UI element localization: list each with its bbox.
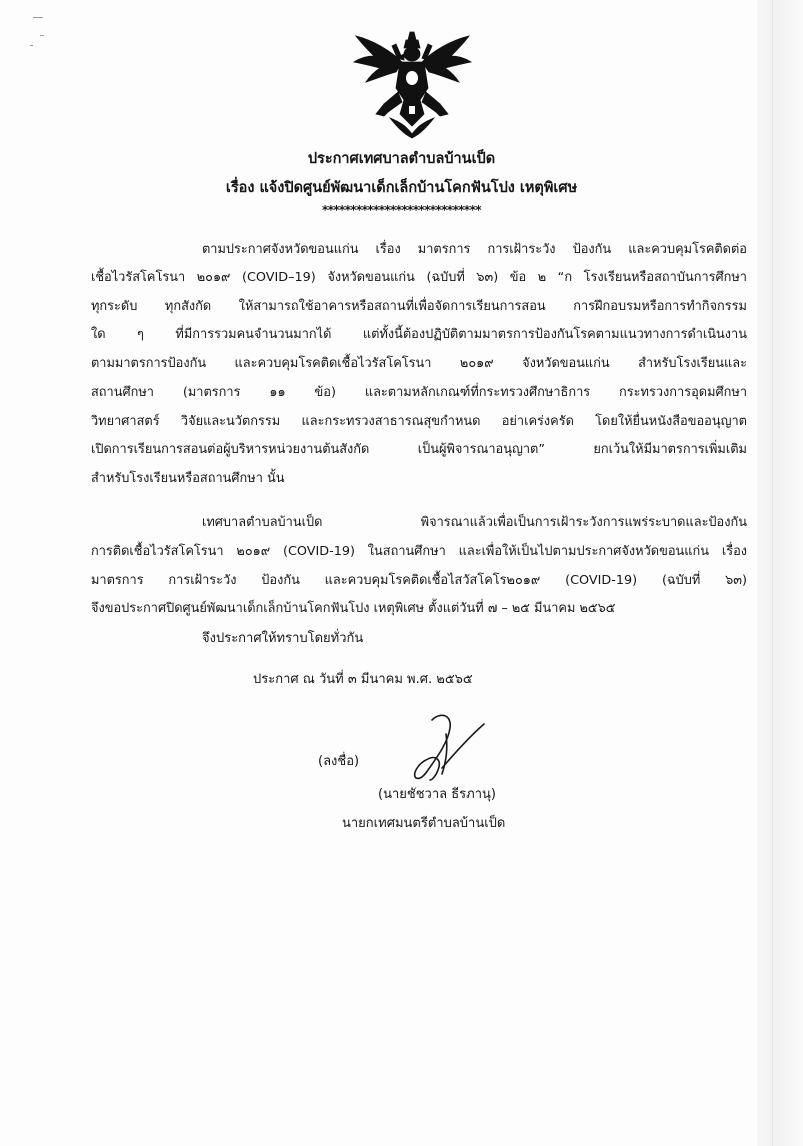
document-subject: เรื่อง แจ้งปิดศูนย์พัฒนาเด็กเล็กบ้านโคกฟันโปง เหตุพิเศษ — [225, 180, 578, 196]
paragraph-2-line: การติดเชื้อไวรัสโคโรนา ๒๐๑๙ (COVID-19) ในสถานศึกษา และเพื่อให้เป็นไปตามประกาศจังหวัดขอนแก่น เรื่อง — [91, 544, 747, 559]
document-title: ประกาศเทศบาลตำบลบ้านเป็ด — [307, 151, 496, 167]
signer-position: นายกเทศมนตรีตำบลบ้านเป็ด — [342, 816, 506, 831]
closing-statement: จึงประกาศให้ทราบโดยทั่วกัน — [202, 631, 364, 646]
paragraph-1-line: ตามมาตรการป้องกัน และควบคุมโรคติดเชื้อไวรัสโคโรนา ๒๐๑๙ จังหวัดขอนแก่น สำหรับโรงเรียนและ — [91, 356, 747, 371]
scan-speck — [33, 17, 43, 18]
paragraph-1-line: เปิดการเรียนการสอนต่อผู้บริหารหน่วยงานต้นสังกัด เป็นผู้พิจารณาอนุญาต” ยกเว้นให้มีมาตรการเพิ่มเติม — [91, 442, 747, 457]
title-separator: **************************** — [322, 203, 481, 217]
paragraph-1-line: ใด ๆ ที่มีการรวมคนจำนวนมากได้ แต่ทั้งนี้ต้องปฏิบัติตามมาตรการป้องกันโรคตามแนวทางการดำเนินงาน — [91, 327, 747, 342]
paragraph-2-line: เทศบาลตำบลบ้านเป็ด พิจารณาแล้วเพื่อเป็นการเฝ้าระวังการแพร่ระบาดและป้องกัน — [202, 515, 747, 530]
announcement-date: ประกาศ ณ วันที่ ๓ มีนาคม พ.ศ. ๒๕๖๕ — [253, 672, 473, 687]
scan-speck — [40, 35, 44, 36]
paragraph-1-line: วิทยาศาสตร์ วิจัยและนวัตกรรม และกระทรวงสาธารณสุขกำหนด อย่าเคร่งครัด โดยให้ยื่นหนังสือขออนุญาต — [91, 414, 747, 429]
garuda-emblem-icon — [350, 30, 475, 140]
signature-label: (ลงชื่อ) — [318, 754, 360, 769]
paragraph-2-line: มาตรการ การเฝ้าระวัง ป้องกัน และควบคุมโรคติดเชื้อไสวัสโคโร๒๐๑๙ (COVID-19) (ฉบับที่ ๖๓) — [91, 573, 747, 588]
scan-edge-line — [772, 0, 773, 1146]
paragraph-1-line: เชื้อไวรัสโคโรนา ๒๐๑๙ (COVID–19) จังหวัดขอนแก่น (ฉบับที่ ๖๓) ข้อ ๒ “ก โรงเรียนหรือสถาบันการศึกษา — [91, 270, 747, 285]
paragraph-1-line: ตามประกาศจังหวัดขอนแก่น เรื่อง มาตรการ การเฝ้าระวัง ป้องกัน และควบคุมโรคติดต่อ — [202, 242, 747, 257]
handwritten-signature-icon — [402, 708, 494, 788]
scan-speck — [30, 45, 33, 46]
paragraph-1-line: สถานศึกษา (มาตรการ ๑๑ ข้อ) และตามหลักเกณฑ์ที่กระทรวงศึกษาธิการ กระทรวงการอุดมศึกษา — [91, 385, 747, 400]
paragraph-1-line: ทุกระดับ ทุกสังกัด ให้สามารถใช้อาคารหรือสถานที่เพื่อจัดการเรียนการสอน การฝึกอบรมหรือการทำกิจกรรม — [91, 299, 747, 314]
paragraph-1-line: สำหรับโรงเรียนหรือสถานศึกษา นั้น — [91, 471, 285, 486]
signer-name: (นายชัชวาล ธีรภานุ) — [378, 787, 496, 802]
paragraph-2-line: จึงขอประกาศปิดศูนย์พัฒนาเด็กเล็กบ้านโคกฟันโปง เหตุพิเศษ ตั้งแต่วันที่ ๗ – ๒๕ มีนาคม ๒๕๖๕ — [91, 601, 616, 616]
scan-edge-shadow — [757, 0, 803, 1146]
